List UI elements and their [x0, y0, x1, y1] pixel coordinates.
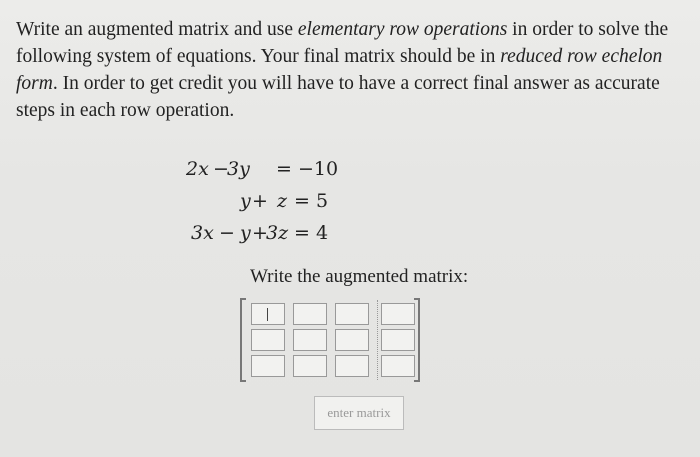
matrix-cell-r3-c4[interactable] — [381, 355, 415, 377]
matrix-cell-r3-c1[interactable] — [251, 355, 285, 377]
matrix-cell-r2-c1[interactable] — [251, 329, 285, 351]
eq3-z-term: 3z — [266, 222, 289, 244]
matrix-cell-r3-c2[interactable] — [293, 355, 327, 377]
matrix-cell-r1-c4[interactable] — [381, 303, 415, 325]
eq1-x-term: 2x — [186, 158, 209, 180]
prompt-italic-2: reduced row echelon form — [16, 46, 663, 94]
enter-matrix-button[interactable]: enter matrix — [314, 396, 404, 430]
prompt-text-2: in order to solve the following system of equations. Your final matrix should be in — [16, 19, 669, 67]
matrix-cell-r1-c2[interactable] — [293, 303, 327, 325]
equation-row-3 — [186, 218, 386, 250]
eq1-y-term: 3y — [227, 158, 250, 180]
eq3-rhs: = 4 — [294, 222, 329, 244]
eq3-op2: + — [252, 222, 268, 244]
prompt-italic-1: elementary row operations — [297, 19, 508, 40]
matrix-cell-r2-c2[interactable] — [293, 329, 327, 351]
eq3-y-term: y — [240, 222, 251, 244]
eq2-z-term: z — [277, 190, 288, 212]
matrix-cell-r1-c3[interactable] — [335, 303, 369, 325]
eq3-x-term: 3x — [191, 222, 214, 244]
matrix-cell-r2-c4[interactable] — [381, 329, 415, 351]
matrix-cell-r1-c1[interactable] — [251, 303, 285, 325]
augmented-matrix-label: Write the augmented matrix: — [250, 266, 469, 287]
eq2-rhs: = 5 — [294, 190, 329, 212]
matrix-cell-r2-c3[interactable] — [335, 329, 369, 351]
eq1-op: − — [213, 158, 229, 180]
equation-row-1 — [186, 154, 386, 186]
augmented-matrix-input — [240, 298, 420, 382]
eq1-rhs: = −10 — [276, 158, 339, 180]
prompt-text-3: . In order to get credit you will have to have a correct final answer as accurate steps in each row operation. — [16, 73, 660, 121]
augmentation-divider — [377, 300, 378, 380]
eq3-op1: − — [219, 222, 235, 244]
matrix-left-bracket — [240, 298, 246, 382]
matrix-cell-r3-c3[interactable] — [335, 355, 369, 377]
equation-row-2 — [186, 186, 386, 218]
eq2-y-term: y — [240, 190, 251, 212]
eq2-op: + — [252, 190, 268, 212]
problem-prompt — [16, 16, 688, 124]
prompt-text-1: Write an augmented matrix and use — [16, 19, 298, 40]
equation-system — [186, 154, 386, 250]
